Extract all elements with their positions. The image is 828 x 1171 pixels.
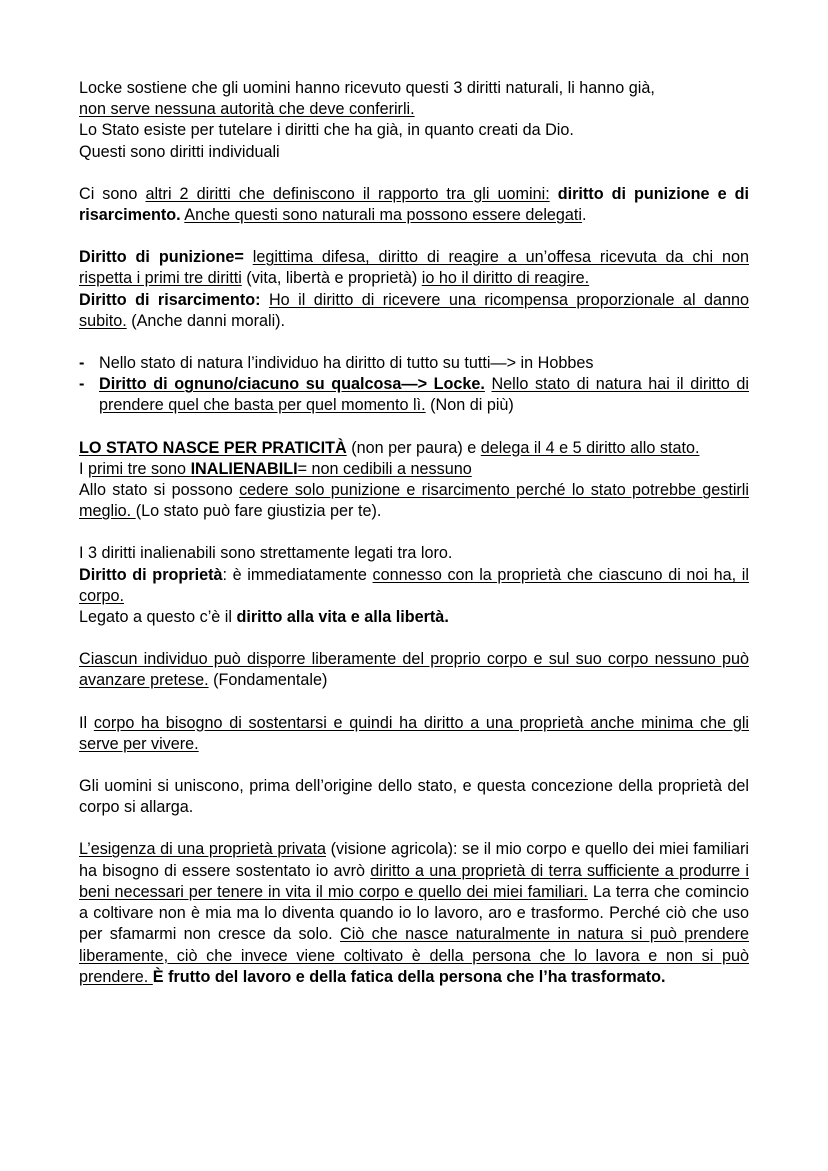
list-item-hobbes: - Nello stato di natura l’individuo ha diritto di tutto su tutti—> in Hobbes bbox=[79, 353, 749, 374]
paragraph-cedere: Allo stato si possono cedere solo punizione e risarcimento perché lo stato potrebbe gestirli meglio. (Lo stato può fare giustizia per te). bbox=[79, 481, 750, 521]
list-item-locke: - Diritto di ognuno/ciacuno su qualcosa—> Locke. Nello stato di natura hai il diritto di prendere quel che basta per quel momento lì. (Non di più) bbox=[79, 374, 749, 416]
paragraph-corpo-libero: Ciascun individuo può disporre liberamente del proprio corpo e sul suo corpo nessuno può avanzare pretese. (Fondamentale) bbox=[79, 650, 749, 690]
paragraph-vita-liberta: Legato a questo c’è il diritto alla vita e alla libertà. bbox=[79, 608, 449, 627]
paragraph-diritto-proprieta: Diritto di proprietà: è immediatamente connesso con la proprietà che ciascuno di noi ha, il corpo. bbox=[79, 565, 749, 605]
paragraph-inalienabili: I primi tre sono INALIENABILI= non cedibili a nessuno bbox=[79, 459, 472, 478]
hobbes-locke-list bbox=[79, 353, 749, 417]
paragraph-legati: I 3 diritti inalienabili sono strettamente legati tra loro. bbox=[79, 544, 453, 563]
paragraph-locke-intro: Locke sostiene che gli uomini hanno ricevuto questi 3 diritti naturali, li hanno già, non serve nessuna autorità che deve conferirli. Lo Stato esiste per tutelare i diritti che ha già, in quanto creati da Dio. Questi sono diritti individuali bbox=[79, 79, 655, 161]
paragraph-stato-praticita: LO STATO NASCE PER PRATICITÀ (non per paura) e delega il 4 e 5 diritto allo stato. bbox=[79, 438, 700, 457]
paragraph-altri-diritti: Ci sono altri 2 diritti che definiscono il rapporto tra gli uomini: diritto di punizione e di risarcimento. Anche questi sono naturali ma possono essere delegati. bbox=[79, 184, 749, 225]
paragraph-proprieta-privata: L’esigenza di una proprietà privata (visione agricola): se il mio corpo e quello dei miei familiari ha bisogno di essere sostentato io avrò diritto a una proprietà di terra sufficiente a produrre i beni necessari per tenere in vita il mio corpo e quello dei miei familiari. La terra che comincio a coltivare non è mia ma lo diventa quando io lo lavoro, aro e trasformo. Perché ciò che uso per sfamarmi non cresce da solo. Ciò che nasce naturalmente in natura si può prendere liberamente, ciò che invece viene coltivato è della persona che lo lavora e non si può prendere. È frutto del lavoro e della fatica della persona che l’ha trasformato. bbox=[79, 840, 749, 986]
document-body bbox=[79, 78, 749, 988]
paragraph-uomini-uniscono: Gli uomini si uniscono, prima dell’origine dello stato, e questa concezione della proprietà del corpo si allarga. bbox=[79, 777, 749, 817]
paragraph-sostentarsi: Il corpo ha bisogno di sostentarsi e quindi ha diritto a una proprietà anche minima che gli serve per vivere. bbox=[79, 713, 750, 753]
paragraph-diritto-risarcimento: Diritto di risarcimento: Ho il diritto di ricevere una ricompensa proporzionale al danno subito. (Anche danni morali). bbox=[79, 290, 749, 330]
paragraph-diritto-punizione: Diritto di punizione= legittima difesa, diritto di reagire a un’offesa ricevuta da chi non rispetta i primi tre diritti (vita, libertà e proprietà) io ho il diritto di reagire. bbox=[79, 248, 749, 288]
